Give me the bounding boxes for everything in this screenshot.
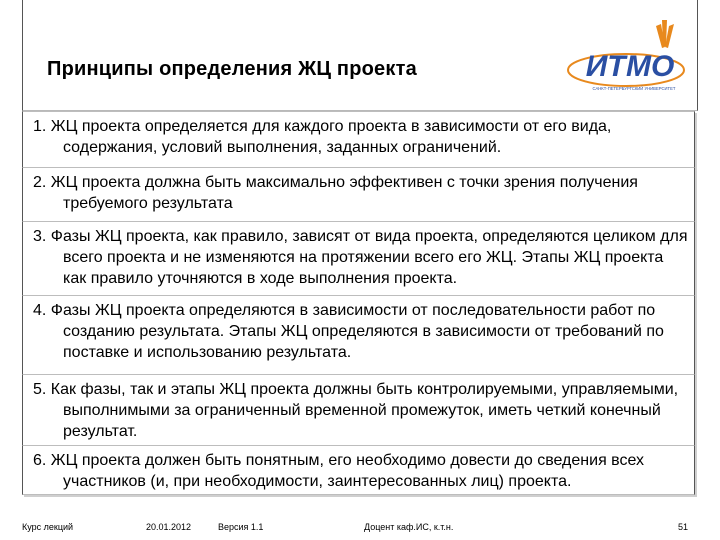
list-item-text: 2. ЖЦ проекта должна быть максимально эффективен с точки зрения получения требуемого результата <box>33 174 638 212</box>
slide-title: Принципы определения ЖЦ проекта <box>47 58 417 80</box>
list-item <box>22 111 695 168</box>
list-item-text: 4. Фазы ЖЦ проекта определяются в зависимости от последовательности работ по созданию результата. Этапы ЖЦ определяются в зависимости от требований по поставке и использованию результата. <box>33 302 664 361</box>
itmo-logo-icon <box>566 14 694 104</box>
footer-date: 20.01.2012 <box>146 522 192 532</box>
slide-footer <box>22 517 696 537</box>
footer-page-number: 51 <box>678 522 689 532</box>
footer-version: Версия 1.1 <box>218 522 264 532</box>
logo-subtext: САНКТ-ПЕТЕРБУРГСКИЙ УНИВЕРСИТЕТ <box>592 86 676 91</box>
list-item-text: 3. Фазы ЖЦ проекта, как правило, зависят от вида проекта, определяются целиком для всего проекта и не изменяются на протяжении всего его ЖЦ. Этапы ЖЦ проекта как правило уточняются в ходе выполнения проекта. <box>33 228 688 287</box>
list-item-text: 6. ЖЦ проекта должен быть понятным, его необходимо довести до сведения всех участников (и, при необходимости, заинтересованных лиц) проекта. <box>33 452 645 490</box>
list-item-text: 5. Как фазы, так и этапы ЖЦ проекта должны быть контролируемыми, управляемыми, выполнимыми за ограниченный временной промежуток, иметь четкий конечный результат. <box>33 381 679 440</box>
principles-list <box>22 111 696 494</box>
logo-text: ИТМО <box>585 50 675 83</box>
list-item-text: 1. ЖЦ проекта определяется для каждого проекта в зависимости от его вида, содержания, условий выполнения, заданных ограничений. <box>33 118 612 156</box>
list-item <box>22 221 695 296</box>
footer-author: Доцент каф.ИС, к.т.н. <box>364 522 454 532</box>
footer-course: Курс лекций <box>22 522 74 532</box>
list-item <box>22 167 695 222</box>
list-item <box>22 295 695 375</box>
list-item <box>22 445 695 495</box>
list-item <box>22 374 695 454</box>
